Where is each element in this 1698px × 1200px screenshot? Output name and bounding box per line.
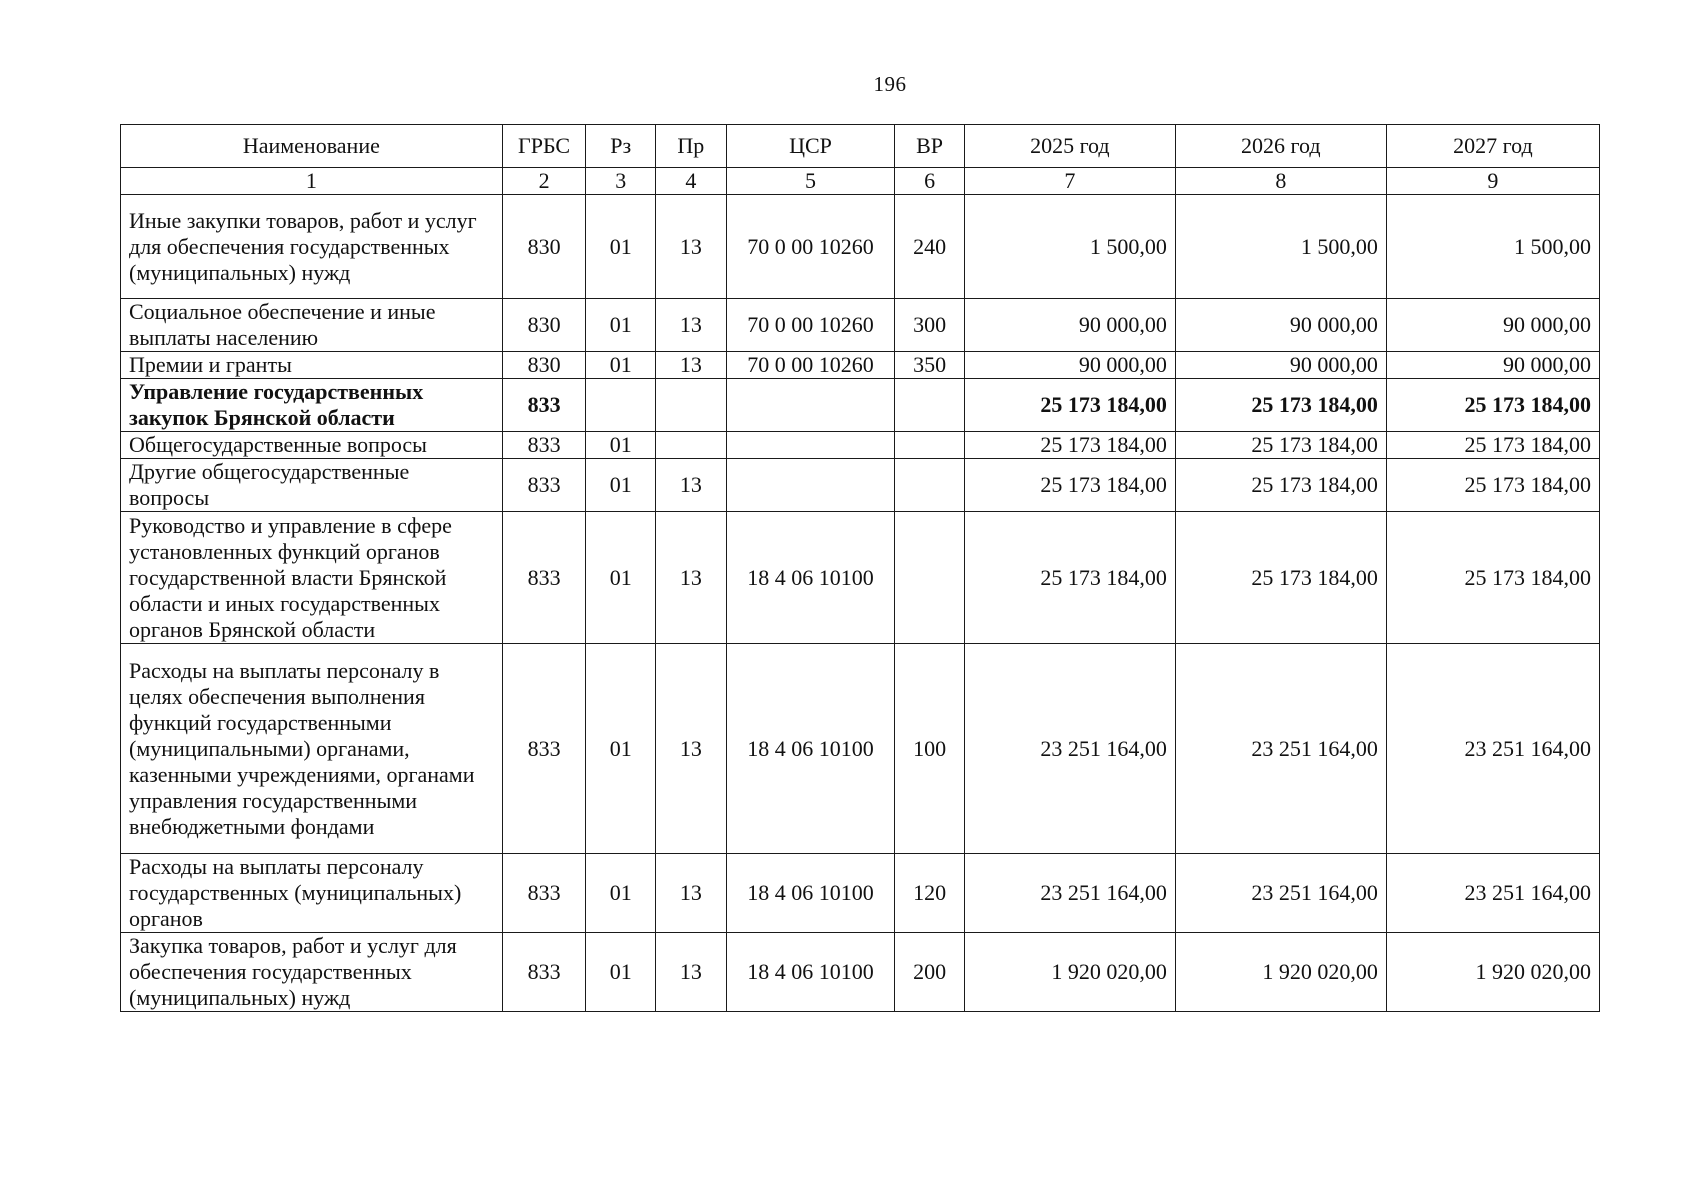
row-amount-2025: 25 173 184,00 — [964, 459, 1175, 512]
row-csr: 18 4 06 10100 — [726, 854, 895, 933]
row-amount-2026: 90 000,00 — [1175, 352, 1386, 379]
column-number: 2 — [502, 168, 586, 195]
table-row — [121, 352, 1600, 379]
row-grbs: 833 — [502, 854, 586, 933]
column-number-row — [121, 168, 1600, 195]
row-vr: 100 — [895, 644, 965, 854]
row-grbs: 830 — [502, 352, 586, 379]
table-row — [121, 459, 1600, 512]
row-pr — [656, 432, 727, 459]
row-grbs: 830 — [502, 195, 586, 299]
row-name: Закупка товаров, работ и услуг для обеспечения государственных (муниципальных) нужд — [121, 933, 503, 1012]
table-row-total — [121, 379, 1600, 432]
row-pr: 13 — [656, 644, 727, 854]
row-pr — [656, 379, 727, 432]
row-name: Иные закупки товаров, работ и услуг для обеспечения государственных (муниципальных) нужд — [121, 195, 503, 299]
row-csr: 18 4 06 10100 — [726, 644, 895, 854]
row-name: Премии и гранты — [121, 352, 503, 379]
row-grbs: 830 — [502, 299, 586, 352]
row-pr: 13 — [656, 854, 727, 933]
column-header-csr: ЦСР — [726, 125, 895, 168]
column-header-pr: Пр — [656, 125, 727, 168]
table-row — [121, 195, 1600, 299]
row-rz: 01 — [586, 432, 656, 459]
table-row — [121, 644, 1600, 854]
column-number: 9 — [1386, 168, 1599, 195]
row-vr — [895, 459, 965, 512]
row-vr: 300 — [895, 299, 965, 352]
row-name: Другие общегосударственные вопросы — [121, 459, 503, 512]
row-amount-2027: 90 000,00 — [1386, 352, 1599, 379]
column-header-rz: Рз — [586, 125, 656, 168]
row-csr: 18 4 06 10100 — [726, 512, 895, 644]
row-amount-2027: 25 173 184,00 — [1386, 512, 1599, 644]
row-rz: 01 — [586, 644, 656, 854]
row-rz: 01 — [586, 459, 656, 512]
table-row — [121, 933, 1600, 1012]
row-grbs: 833 — [502, 644, 586, 854]
row-rz: 01 — [586, 195, 656, 299]
row-amount-2025: 1 920 020,00 — [964, 933, 1175, 1012]
row-csr: 70 0 00 10260 — [726, 299, 895, 352]
row-grbs: 833 — [502, 432, 586, 459]
row-name: Управление государственных закупок Брянской области — [121, 379, 503, 432]
row-amount-2025: 23 251 164,00 — [964, 854, 1175, 933]
row-amount-2027: 25 173 184,00 — [1386, 459, 1599, 512]
row-vr: 120 — [895, 854, 965, 933]
row-csr: 18 4 06 10100 — [726, 933, 895, 1012]
column-number: 7 — [964, 168, 1175, 195]
column-number: 8 — [1175, 168, 1386, 195]
row-amount-2027: 1 920 020,00 — [1386, 933, 1599, 1012]
table-row — [121, 299, 1600, 352]
row-amount-2026: 25 173 184,00 — [1175, 432, 1386, 459]
row-vr: 350 — [895, 352, 965, 379]
row-rz: 01 — [586, 352, 656, 379]
row-csr: 70 0 00 10260 — [726, 352, 895, 379]
row-rz — [586, 379, 656, 432]
row-amount-2026: 23 251 164,00 — [1175, 644, 1386, 854]
column-header-2027: 2027 год — [1386, 125, 1599, 168]
row-amount-2025: 23 251 164,00 — [964, 644, 1175, 854]
table-row — [121, 854, 1600, 933]
row-amount-2025: 25 173 184,00 — [964, 379, 1175, 432]
row-csr: 70 0 00 10260 — [726, 195, 895, 299]
row-rz: 01 — [586, 854, 656, 933]
row-amount-2026: 1 500,00 — [1175, 195, 1386, 299]
row-amount-2026: 23 251 164,00 — [1175, 854, 1386, 933]
row-amount-2025: 25 173 184,00 — [964, 432, 1175, 459]
row-amount-2025: 90 000,00 — [964, 299, 1175, 352]
row-vr — [895, 432, 965, 459]
row-amount-2026: 25 173 184,00 — [1175, 459, 1386, 512]
row-vr: 200 — [895, 933, 965, 1012]
row-grbs: 833 — [502, 459, 586, 512]
row-rz: 01 — [586, 512, 656, 644]
column-number: 6 — [895, 168, 965, 195]
column-header-name: Наименование — [121, 125, 503, 168]
column-number: 4 — [656, 168, 727, 195]
budget-table — [120, 124, 1600, 1012]
row-vr — [895, 379, 965, 432]
header-row — [121, 125, 1600, 168]
row-amount-2027: 25 173 184,00 — [1386, 379, 1599, 432]
row-pr: 13 — [656, 512, 727, 644]
column-header-2025: 2025 год — [964, 125, 1175, 168]
row-rz: 01 — [586, 299, 656, 352]
column-header-2026: 2026 год — [1175, 125, 1386, 168]
row-vr: 240 — [895, 195, 965, 299]
row-name: Расходы на выплаты персоналу в целях обеспечения выполнения функций государственными (муниципальными) органами, казенными учреждениями, органами управления государственными внебюджетными фондами — [121, 644, 503, 854]
row-grbs: 833 — [502, 512, 586, 644]
row-pr: 13 — [656, 299, 727, 352]
row-csr — [726, 459, 895, 512]
row-csr — [726, 432, 895, 459]
column-number: 1 — [121, 168, 503, 195]
column-number: 5 — [726, 168, 895, 195]
row-name: Общегосударственные вопросы — [121, 432, 503, 459]
table-row — [121, 432, 1600, 459]
row-amount-2025: 90 000,00 — [964, 352, 1175, 379]
row-amount-2027: 23 251 164,00 — [1386, 854, 1599, 933]
row-csr — [726, 379, 895, 432]
column-number: 3 — [586, 168, 656, 195]
row-pr: 13 — [656, 195, 727, 299]
row-amount-2027: 1 500,00 — [1386, 195, 1599, 299]
row-amount-2026: 25 173 184,00 — [1175, 379, 1386, 432]
row-pr: 13 — [656, 459, 727, 512]
row-grbs: 833 — [502, 933, 586, 1012]
row-amount-2026: 25 173 184,00 — [1175, 512, 1386, 644]
row-amount-2027: 90 000,00 — [1386, 299, 1599, 352]
row-amount-2026: 1 920 020,00 — [1175, 933, 1386, 1012]
column-header-grbs: ГРБС — [502, 125, 586, 168]
row-name: Расходы на выплаты персоналу государственных (муниципальных) органов — [121, 854, 503, 933]
table-row — [121, 512, 1600, 644]
row-vr — [895, 512, 965, 644]
row-name: Социальное обеспечение и иные выплаты населению — [121, 299, 503, 352]
row-pr: 13 — [656, 352, 727, 379]
row-rz: 01 — [586, 933, 656, 1012]
column-header-vr: ВР — [895, 125, 965, 168]
row-amount-2027: 23 251 164,00 — [1386, 644, 1599, 854]
row-amount-2025: 25 173 184,00 — [964, 512, 1175, 644]
row-name: Руководство и управление в сфере установленных функций органов государственной власти Брянской области и иных государственных органов Брянской области — [121, 512, 503, 644]
row-amount-2027: 25 173 184,00 — [1386, 432, 1599, 459]
row-pr: 13 — [656, 933, 727, 1012]
page-number: 196 — [873, 72, 907, 96]
row-grbs: 833 — [502, 379, 586, 432]
row-amount-2025: 1 500,00 — [964, 195, 1175, 299]
row-amount-2026: 90 000,00 — [1175, 299, 1386, 352]
